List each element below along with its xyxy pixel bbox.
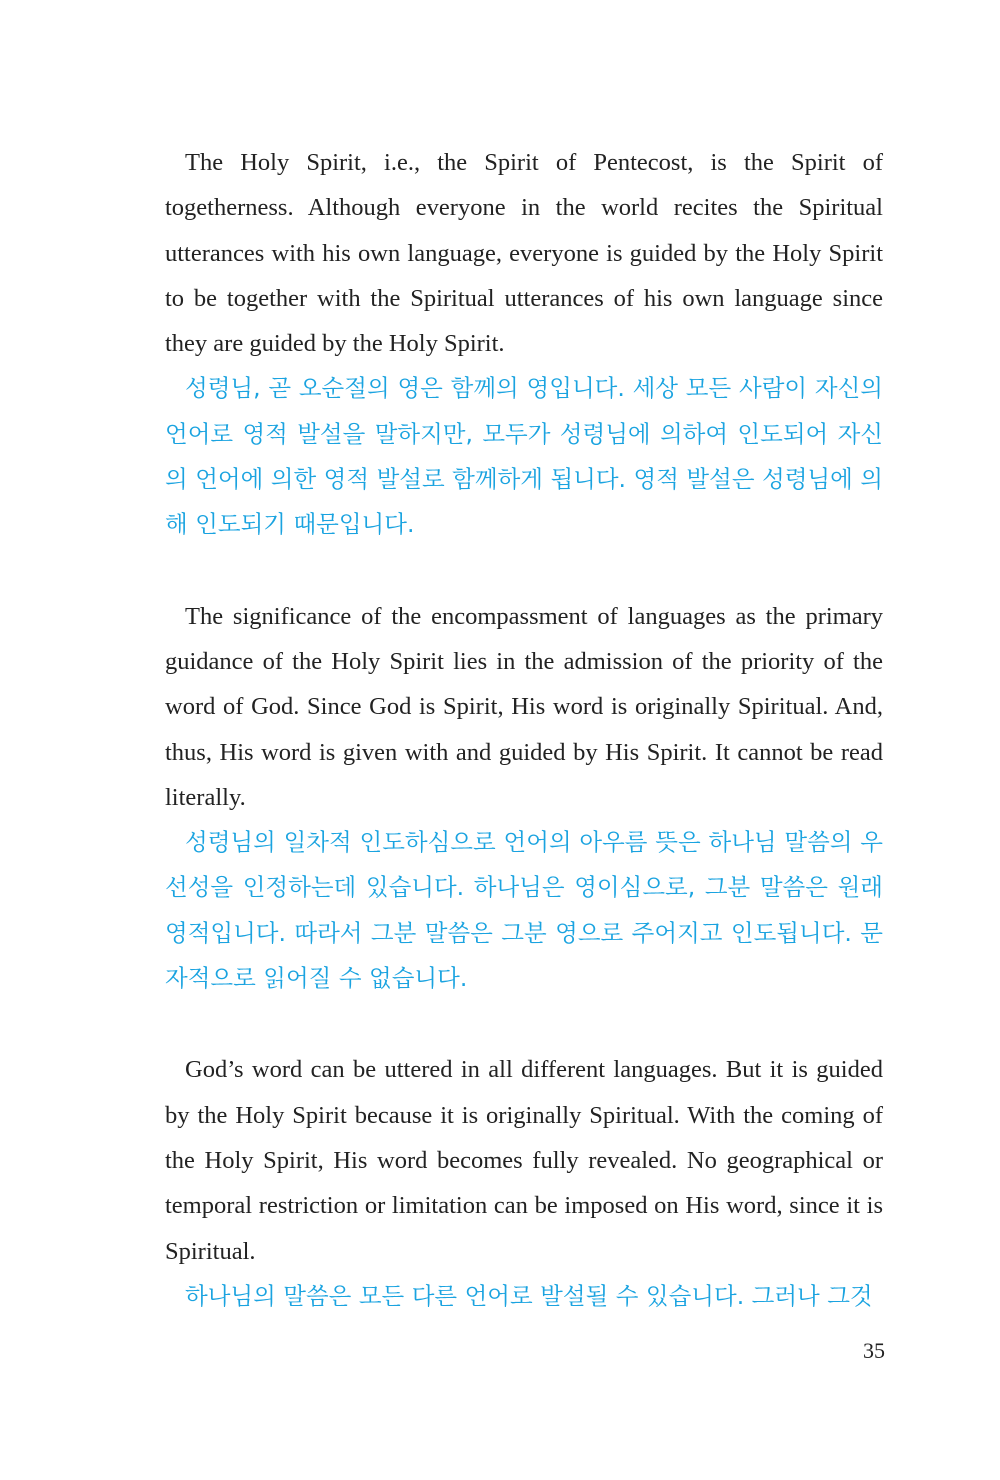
page-body bbox=[165, 140, 883, 1319]
section-gap bbox=[165, 548, 883, 594]
paragraph-korean-2: 성령님의 일차적 인도하심으로 언어의 아우름 뜻은 하나님 말씀의 우선성을 인정하는데 있습니다. 하나님은 영이심으로, 그분 말씀은 원래 영적입니다. 따라서 그분 말씀은 그분 영으로 주어지고 인도됩니다. 문자적으로 읽어질 수 없습니다. bbox=[165, 828, 883, 993]
paragraph-english-2: The significance of the encompassment of languages as the primary guidance of the Holy Spirit lies in the admission of the priority of the word of God. Since God is Spirit, His word is originally Spiritual. And, thus, His word is given with and guided by His Spirit. It cannot be read literally. bbox=[165, 602, 883, 811]
page-number: 35 bbox=[863, 1338, 885, 1363]
paragraph-english-1: The Holy Spirit, i.e., the Spirit of Pentecost, is the Spirit of togetherness. Although everyone in the world recites the Spiritual utterances with his own language, everyone is guided by the Holy Spirit to be together with the Spiritual utterances of his own language since they are guided by the Holy Spirit. bbox=[165, 149, 883, 358]
paragraph-korean-1: 성령님, 곧 오순절의 영은 함께의 영입니다. 세상 모든 사람이 자신의 언어로 영적 발설을 말하지만, 모두가 성령님에 의하여 인도되어 자신의 언어에 의한 영적 발설로 함께하게 됩니다. 영적 발설은 성령님에 의해 인도되기 때문입니다. bbox=[165, 374, 884, 539]
paragraph-korean-3: 하나님의 말씀은 모든 다른 언어로 발설될 수 있습니다. 그러나 그것 bbox=[185, 1281, 873, 1310]
paragraph-english-3: God’s word can be uttered in all different languages. But it is guided by the Holy Spirit because it is originally Spiritual. With the coming of the Holy Spirit, His word becomes fully revealed. No geographical or temporal restriction or limitation can be imposed on His word, since it is Spiritual. bbox=[165, 1056, 883, 1265]
section-gap bbox=[165, 1001, 883, 1047]
